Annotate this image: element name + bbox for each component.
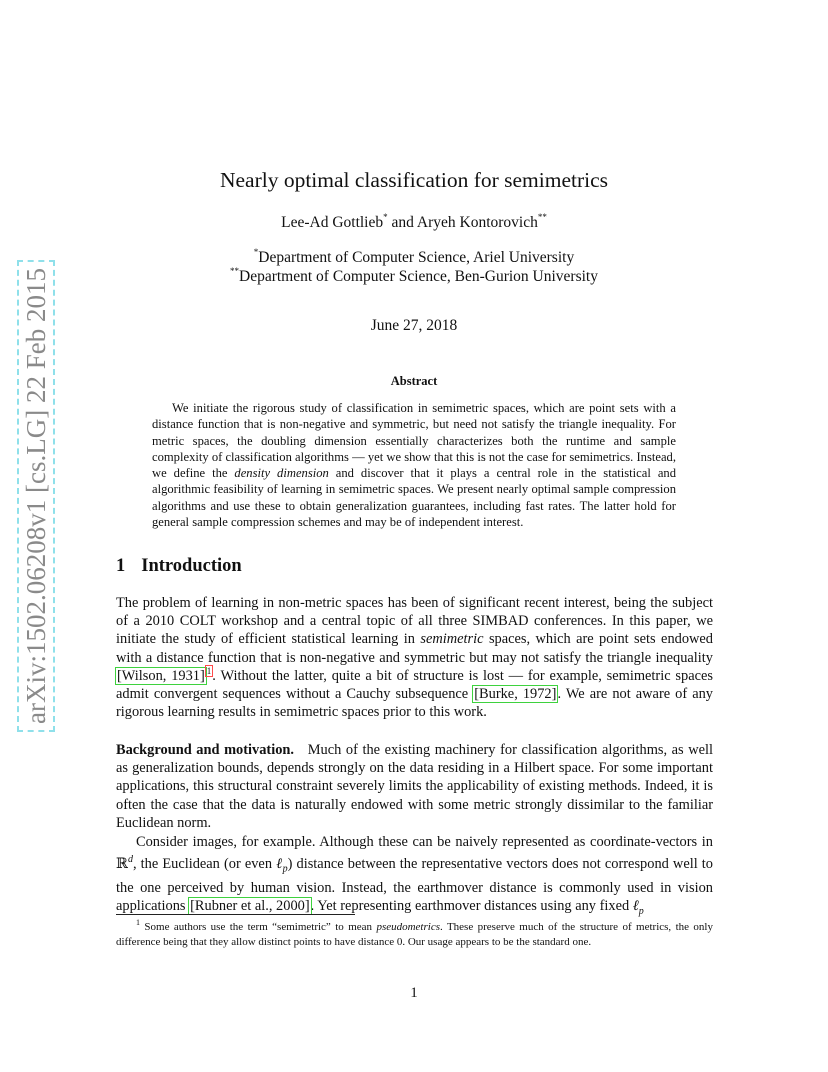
section-heading-introduction <box>116 556 242 577</box>
footnote-emphasis: pseudometrics <box>376 921 440 933</box>
math-ell-2: ℓ <box>632 898 639 915</box>
affiliation-2 <box>0 268 828 286</box>
intro-p3-text-1: Consider images, for example. Although these can be naively represented as coordinate-vectors in ℝ <box>116 834 713 872</box>
affiliation-2-mark: ** <box>230 266 239 276</box>
arxiv-stamp-text[interactable]: arXiv:1502.06208v1 [cs.LG] 22 Feb 2015 <box>17 260 55 732</box>
math-ell: ℓ <box>276 856 283 872</box>
page-number: 1 <box>410 985 418 1001</box>
affiliation-mark-1: * <box>383 212 388 222</box>
abstract-text <box>152 400 676 530</box>
author-conjunction: and <box>387 214 417 231</box>
intro-p1-text-2: spaces, which are point sets endowed with a distance function that is non-negative and symmetric but may not satisfy the triangle inequality <box>116 631 713 666</box>
intro-p1-text-4: . We are not aware of any rigorous learning results in semimetric spaces prior to this work. <box>116 686 714 721</box>
abstract-text-part-1: We initiate the rigorous study of classification in semimetric spaces, which are point sets with a distance function that is non-negative and symmetric, but need not satisfy the triangle inequality. For metric spaces, the doubling dimension essentially characterizes both the runtime and sample complexity of classification algorithms — yet we show that this is not the case for semimetrics. Instead, we define the <box>152 401 676 481</box>
intro-p3-text-4: . Yet representing earthmover distances using any fixed <box>310 898 633 915</box>
affiliation-1-mark: * <box>253 247 259 257</box>
intro-p3-text-2: , the Euclidean (or even <box>132 856 277 872</box>
paper-date: June 27, 2018 <box>370 317 458 334</box>
abstract-emphasis: density dimension <box>234 466 329 481</box>
affiliation-1-text: Department of Computer Science, Ariel University <box>258 249 575 266</box>
affiliation-1 <box>0 249 828 267</box>
intro-paragraph-2 <box>116 741 717 832</box>
intro-p1-text-3: . Without the latter, quite a bit of structure is lost — for example, semimetric spaces admit convergent sequences without a Cauchy subsequence <box>116 667 713 703</box>
intro-p1-text-1: The problem of learning in non-metric spaces has been of significant recent interest, being the subject of a 2010 COLT workshop and a central topic of all three SIMBAD conferences. In this paper, we initiate the study of efficient statistical learning in <box>116 595 713 648</box>
math-subscript-p-2: p <box>638 906 644 918</box>
intro-p3-text-3: ) distance between the representative vectors does not correspond well to the one perceived by human vision. Instead, the earthmover distance is commonly used in vision applications <box>116 856 713 915</box>
author-line <box>0 214 828 232</box>
footnote-1 <box>116 920 713 950</box>
author-name-1: Lee-Ad Gottlieb <box>281 214 384 231</box>
affiliation-mark-2: ** <box>537 212 547 222</box>
affiliation-2-text: Department of Computer Science, Ben-Gurion University <box>239 268 598 285</box>
citation-rubner-2000[interactable]: [Rubner et al., 2000] <box>190 898 310 915</box>
intro-p2-text: Much of the existing machinery for classification algorithms, as well as generalization bounds, depends strongly on the data residing in a Hilbert space. For some important applications, this structural constraint severely limits the applicability of existing methods. Indeed, it is often the case that the data is naturally endowed with some metric strongly dissimilar to the familiar Euclidean norm. <box>116 742 717 831</box>
citation-burke-1972[interactable]: [Burke, 1972] <box>474 686 557 703</box>
intro-p1-emphasis: semimetric <box>420 631 484 648</box>
intro-paragraph-3 <box>116 833 713 921</box>
footnote-text-1: Some authors use the term “semimetric” to mean <box>140 921 377 933</box>
citation-wilson-1931[interactable]: [Wilson, 1931] <box>117 667 205 684</box>
paper-title: Nearly optimal classification for semimetrics <box>219 168 609 192</box>
abstract-heading: Abstract <box>390 374 438 388</box>
paragraph-lead-heading: Background and motivation. <box>116 742 295 758</box>
section-title: Introduction <box>141 556 242 576</box>
footnote-link-1[interactable]: 1 <box>206 665 212 676</box>
footnote-number: 1 <box>136 918 140 927</box>
footnote-divider <box>116 914 355 915</box>
intro-paragraph-1 <box>116 594 713 721</box>
section-number: 1 <box>116 556 126 576</box>
math-superscript-d: d <box>127 854 133 866</box>
author-name-2: Aryeh Kontorovich <box>416 214 538 231</box>
footnote-text-2: . These preserve much of the structure of metrics, the only difference being that they allow distinct points to have distance 0. Our usage appears to be the standard one. <box>116 921 713 948</box>
abstract-text-part-2: and discover that it plays a central role in the statistical and algorithmic feasibility of learning in semimetric spaces. We present nearly optimal sample compression algorithms and use these to obtain generalization guarantees, including fast rates. The latter hold for general sample compression schemes and may be of independent interest. <box>152 466 677 530</box>
math-subscript-p: p <box>282 863 288 875</box>
